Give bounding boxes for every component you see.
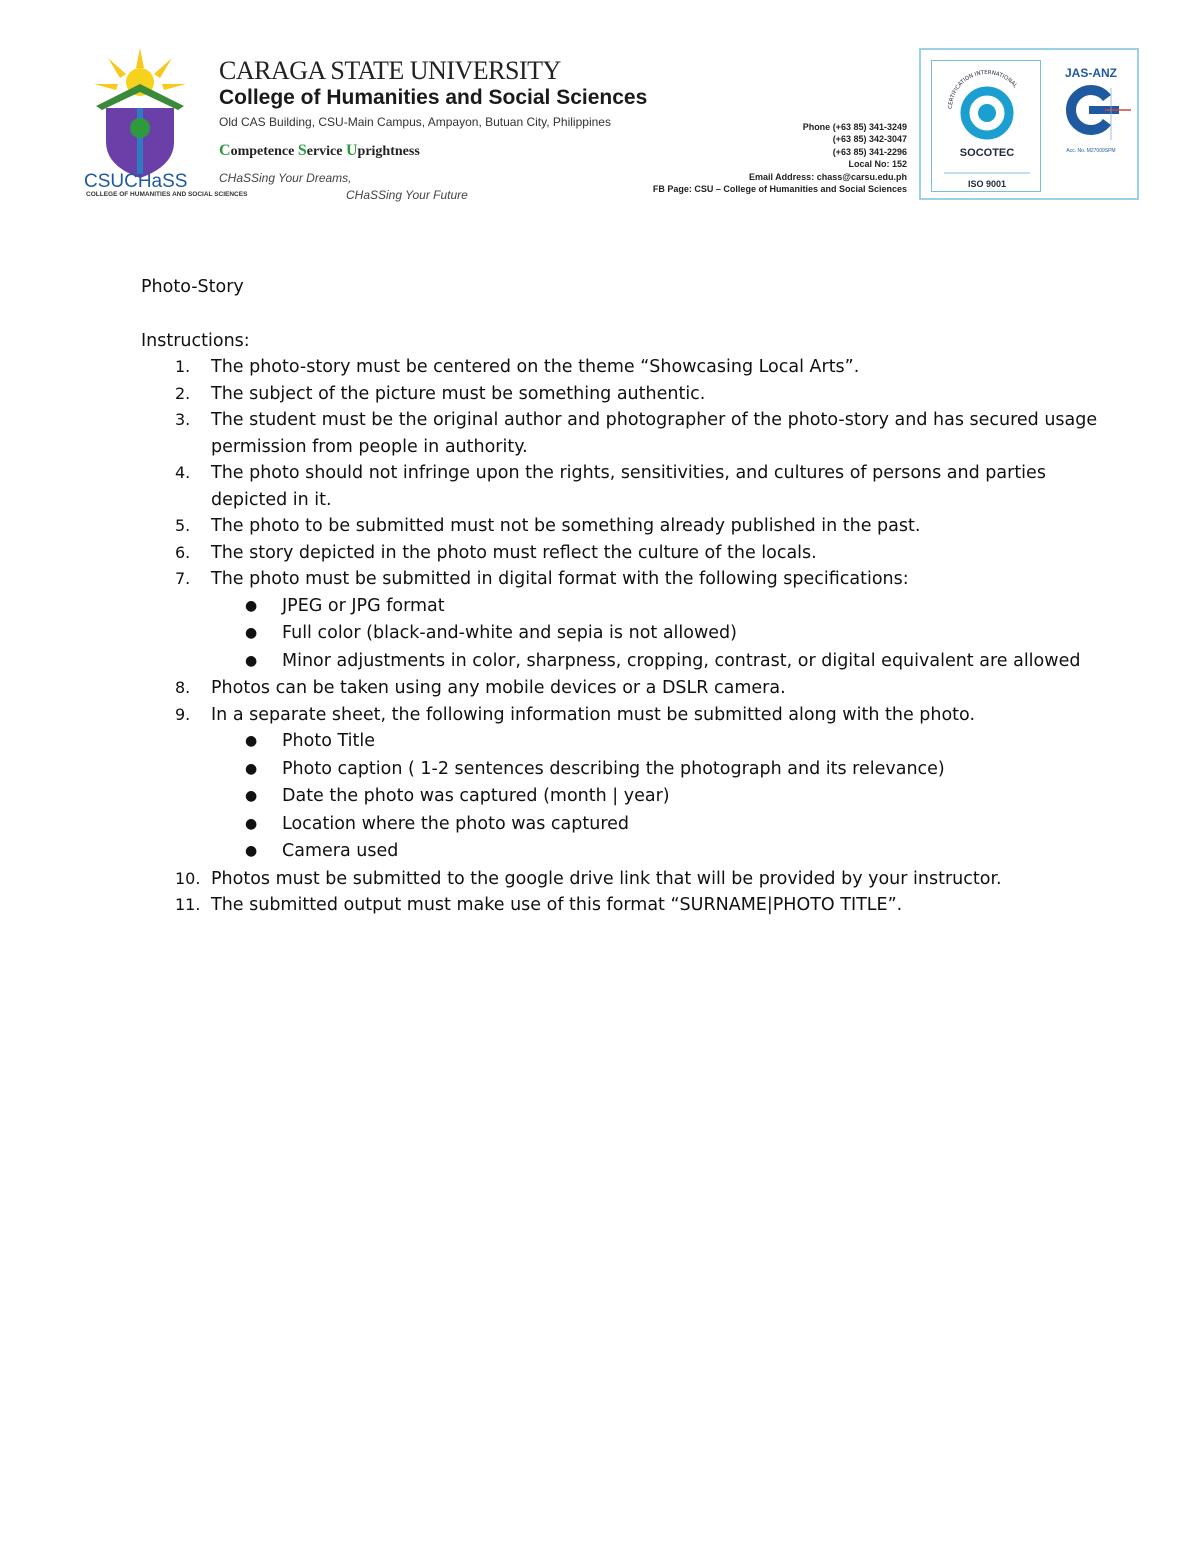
document-body bbox=[141, 274, 1101, 919]
item-number: 5. bbox=[175, 516, 191, 535]
fb-page: FB Page: CSU – College of Humanities and Social Sciences bbox=[652, 184, 907, 195]
instructions-list bbox=[141, 354, 1101, 919]
bullet-icon: ● bbox=[245, 652, 258, 669]
item-text: The student must be the original author and photographer of the photo-story and has secured usage permission from people in authority. bbox=[211, 410, 1098, 457]
instruction-item bbox=[141, 566, 1101, 675]
item-number: 1. bbox=[175, 357, 191, 376]
sub-item bbox=[211, 811, 1101, 839]
item-text: Photos must be submitted to the google drive link that will be provided by your instructor. bbox=[211, 868, 1002, 889]
item-text: The photo should not infringe upon the rights, sensitivities, and cultures of persons and parties depicted in it. bbox=[211, 463, 1046, 510]
motto-s-rest: ervice bbox=[306, 144, 346, 159]
sub-item bbox=[211, 620, 1101, 648]
motto-s: S bbox=[297, 142, 307, 159]
instruction-item bbox=[141, 540, 1101, 567]
logo-text: CSUCHaSS bbox=[84, 171, 188, 192]
instruction-item bbox=[141, 866, 1101, 893]
document-title: Photo-Story bbox=[141, 277, 244, 297]
sub-item-text: Camera used bbox=[282, 841, 399, 861]
instruction-item bbox=[141, 460, 1101, 513]
jasanz-panel bbox=[1049, 58, 1133, 192]
item-text: The story depicted in the photo must reflect the culture of the locals. bbox=[211, 542, 817, 563]
tagline-2: CHaSSing Your Future bbox=[346, 188, 468, 202]
college-address: Old CAS Building, CSU-Main Campus, Ampayon, Butuan City, Philippines bbox=[219, 115, 611, 129]
item-number: 3. bbox=[175, 410, 191, 429]
bullet-icon: ● bbox=[245, 733, 258, 749]
bullet-icon: ● bbox=[245, 843, 258, 859]
item-number: 2. bbox=[175, 383, 191, 403]
item-text: The photo must be submitted in digital format with the following specifications: bbox=[211, 569, 909, 589]
instruction-item bbox=[141, 702, 1101, 866]
phone-2: (+63 85) 342-3047 bbox=[832, 134, 907, 145]
item-number: 8. bbox=[175, 678, 191, 697]
socotec-logo-icon bbox=[932, 61, 1042, 193]
instruction-item bbox=[141, 381, 1101, 408]
iso-label: ISO 9001 bbox=[967, 179, 1007, 189]
csu-chass-logo bbox=[78, 44, 248, 206]
instruction-item bbox=[141, 513, 1101, 540]
sub-item-text: Full color (black-and-white and sepia is not allowed) bbox=[282, 623, 737, 643]
instruction-item bbox=[141, 675, 1101, 702]
item-text: The submitted output must make use of this format “SURNAME|PHOTO TITLE”. bbox=[211, 895, 903, 915]
item-number: 7. bbox=[175, 569, 191, 588]
acc-number: Acc. No. M27009SPM bbox=[1066, 148, 1116, 154]
sub-item-text: Location where the photo was captured bbox=[282, 813, 630, 834]
bullet-icon: ● bbox=[245, 625, 258, 641]
tagline-1: CHaSSing Your Dreams, bbox=[219, 171, 352, 185]
jasanz-label: JAS-ANZ bbox=[1064, 66, 1117, 80]
instruction-item bbox=[141, 407, 1101, 460]
phone-3: (+63 85) 341-2296 bbox=[832, 146, 907, 157]
sub-item bbox=[211, 838, 1101, 866]
item-text: The photo-story must be centered on the theme “Showcasing Local Arts”. bbox=[211, 357, 860, 377]
instruction-item bbox=[141, 892, 1101, 919]
item-text: The subject of the picture must be something authentic. bbox=[211, 383, 706, 404]
college-name: College of Humanities and Social Sciences bbox=[219, 86, 648, 109]
sub-item bbox=[211, 648, 1101, 676]
bullet-icon: ● bbox=[245, 760, 258, 777]
sub-item bbox=[211, 783, 1101, 811]
item-text: In a separate sheet, the following information must be submitted along with the photo. bbox=[211, 704, 976, 725]
local-number: Local No: 152 bbox=[848, 159, 907, 170]
motto-u-rest: prightness bbox=[357, 144, 420, 159]
instructions-heading: Instructions: bbox=[141, 331, 250, 351]
university-name: CARAGA STATE UNIVERSITY bbox=[219, 56, 561, 85]
item-number: 9. bbox=[175, 704, 191, 724]
contact-info bbox=[653, 121, 907, 195]
sub-item-text: Minor adjustments in color, sharpness, cropping, contrast, or digital equivalent are allowed bbox=[282, 650, 1081, 671]
motto-c-rest: ompetence bbox=[230, 144, 298, 159]
bullet-icon: ● bbox=[245, 815, 258, 832]
letterhead bbox=[0, 0, 1200, 215]
sub-item-text: Date the photo was captured (month | year) bbox=[282, 786, 670, 806]
email-address: Email Address: chass@carsu.edu.ph bbox=[749, 171, 907, 182]
phone-1: Phone (+63 85) 341-3249 bbox=[802, 122, 907, 132]
sub-item-text: Photo Title bbox=[282, 731, 375, 751]
socotec-label: SOCOTEC bbox=[959, 147, 1015, 159]
item-number: 6. bbox=[175, 542, 191, 562]
sub-item-text: JPEG or JPG format bbox=[282, 595, 445, 616]
bullet-icon: ● bbox=[245, 597, 258, 614]
item-number: 4. bbox=[175, 463, 191, 482]
item-number: 11. bbox=[175, 895, 201, 914]
logo-subtext: COLLEGE OF HUMANITIES AND SOCIAL SCIENCES bbox=[86, 191, 248, 198]
sub-list bbox=[211, 728, 1101, 866]
socotec-panel bbox=[931, 60, 1041, 192]
instruction-item bbox=[141, 354, 1101, 381]
sub-list bbox=[211, 593, 1101, 676]
sun-rays-icon bbox=[94, 48, 186, 106]
sub-item bbox=[211, 728, 1101, 756]
cert-ring-text: CERTIFICATION INTERNATIONAL bbox=[947, 69, 1019, 110]
motto bbox=[219, 142, 420, 160]
sub-item-text: Photo caption ( 1-2 sentences describing the photograph and its relevance) bbox=[282, 758, 945, 779]
sub-item bbox=[211, 593, 1101, 621]
jasanz-logo-icon bbox=[1049, 58, 1133, 148]
motto-c: C bbox=[219, 142, 231, 159]
item-text: Photos can be taken using any mobile devices or a DSLR camera. bbox=[211, 678, 786, 698]
motto-u: U bbox=[345, 142, 358, 159]
item-text: The photo to be submitted must not be something already published in the past. bbox=[211, 516, 921, 536]
sub-item bbox=[211, 756, 1101, 784]
bullet-icon: ● bbox=[245, 788, 258, 804]
item-number: 10. bbox=[175, 868, 201, 888]
certification-box bbox=[919, 48, 1139, 200]
